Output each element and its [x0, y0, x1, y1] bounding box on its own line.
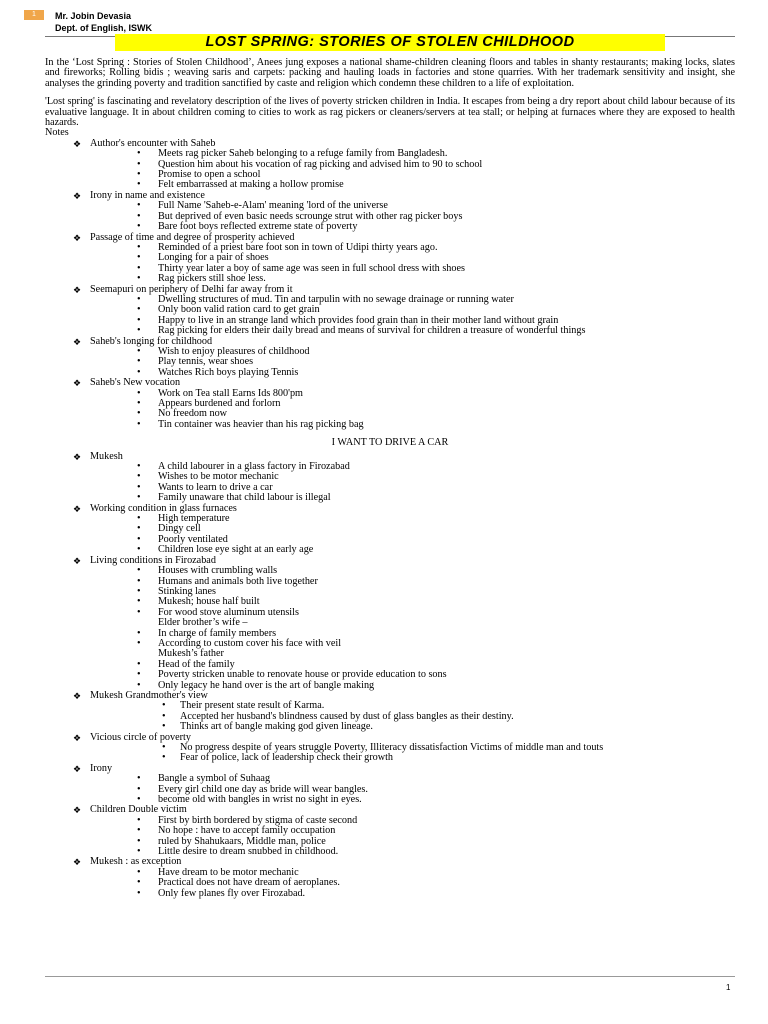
footer-divider: [45, 976, 735, 977]
topic-item: [45, 233, 735, 285]
bullet-point: • No progress despite of years struggle Poverty, Illiteracy dissatisfaction Victims of middle man and touts: [90, 743, 735, 753]
bullet-point: • Children lose eye sight at an early age: [90, 545, 735, 555]
bullet-point: • Bare foot boys reflected extreme state of poverty: [90, 222, 735, 232]
topic-item: [45, 556, 735, 691]
bullet-point: • Question him about his vocation of rag picking and advised him to 90 to school: [90, 160, 735, 170]
topic-item: [45, 191, 735, 233]
document-body: [45, 58, 735, 899]
document-header: [55, 10, 152, 34]
bullet-point: • Meets rag picker Saheb belonging to a refuge family from Bangladesh.: [90, 149, 735, 159]
bullet-point: • No hope : have to accept family occupation: [90, 826, 735, 836]
bullet-point: • A child labourer in a glass factory in Firozabad: [90, 462, 735, 472]
topic-item: [45, 805, 735, 857]
topic-item: [45, 764, 735, 806]
topic-heading: ❖ Working condition in glass furnaces: [90, 502, 237, 514]
bullet-point: • Their present state result of Karma.: [90, 701, 735, 711]
bullet-point: • Full Name 'Saheb-e-Alam' meaning 'lord of the universe: [90, 201, 735, 211]
point-list: [90, 868, 735, 899]
notes-label: Notes: [45, 127, 69, 139]
bullet-point: • In charge of family members: [90, 629, 735, 639]
bullet-point: • Rag picking for elders their daily bread and means of survival for children a treasure of wonderful things: [90, 326, 735, 336]
bullet-point: • Tin container was heavier than his rag picking bag: [90, 420, 735, 430]
topic-heading: ❖ Saheb's longing for childhood: [90, 335, 213, 347]
bullet-point: • First by birth bordered by stigma of caste second: [90, 816, 735, 826]
point-list: [90, 816, 735, 858]
topic-heading: ❖ Passage of time and degree of prosperity achieved: [90, 231, 295, 243]
bullet-point: • No freedom now: [90, 409, 735, 419]
topic-item: [45, 504, 735, 556]
bullet-point: • Bangle a symbol of Suhaag: [90, 774, 735, 784]
bullet-point: • According to custom cover his face with veil: [90, 639, 735, 649]
bullet-point: • Promise to open a school: [90, 170, 735, 180]
point-list: [90, 774, 735, 805]
bullet-point: Elder brother’s wife –: [158, 617, 248, 629]
bullet-point: • ruled by Shahukaars, Middle man, police: [90, 837, 735, 847]
bullet-point: • Dingy cell: [90, 524, 735, 534]
bullet-point: • Thirty year later a boy of same age was seen in full school dress with shoes: [90, 264, 735, 274]
bullet-point: • For wood stove aluminum utensils: [90, 608, 735, 618]
topic-item: [45, 285, 735, 337]
bullet-point: • Watches Rich boys playing Tennis: [90, 368, 735, 378]
notes-section-mukesh: [45, 452, 735, 899]
topic-item: [45, 691, 735, 733]
topic-heading: ❖ Children Double victim: [90, 804, 187, 816]
page-number: 1: [726, 983, 731, 992]
point-list: [90, 201, 735, 232]
point-list: [90, 149, 735, 191]
point-list: [90, 743, 735, 764]
topic-item: [45, 337, 735, 379]
topic-heading: ❖ Living conditions in Firozabad: [90, 554, 216, 566]
bullet-point: • Wants to learn to drive a car: [90, 483, 735, 493]
point-list: [90, 243, 735, 285]
bullet-point: • Only legacy he hand over is the art of bangle making: [90, 681, 735, 691]
point-list: [90, 462, 735, 504]
bullet-point: • Every girl child one day as bride will wear bangles.: [90, 785, 735, 795]
intro-paragraph: 'Lost spring' is fascinating and revelatory description of the lives of poverty stricken children in India. It escapes from being a dry report about child labour because of its evaluative language. It in about children coming to cities to work as rag pickers or cleaners/servers at tea stall; or helping at furnaces where they are exposed to health hazards.: [45, 96, 735, 129]
intro-paragraph: In the ‘Lost Spring : Stories of Stolen Childhood’, Anees jung exposes a national shame-children cleaning floors and tables in shanty restaurants; making locks, slates and fireworks; Rolling bidis ; weaving saris and carpets: packing and hauling loads in factories and stone quarries. With her trademark sensitivity and insight, she analyses the grinding poverty and tradition sanctified by caste and religion which condemn these children to a life of exploitation.: [45, 57, 735, 89]
bullet-point: • Practical does not have dream of aeroplanes.: [90, 878, 735, 888]
topic-heading: ❖ Saheb's New vocation: [90, 377, 181, 389]
department-name: Dept. of English, ISWK: [55, 23, 152, 33]
bullet-point: • Rag pickers still shoe less.: [90, 274, 735, 284]
bullet-point: • Happy to live in an strange land which provides food grain than in their mother land without grain: [90, 316, 735, 326]
point-list: [90, 295, 735, 337]
bullet-point: • Head of the family: [90, 660, 735, 670]
topic-item: [45, 378, 735, 430]
author-name: Mr. Jobin Devasia: [55, 11, 132, 21]
bullet-point: • Family unaware that child labour is illegal: [90, 493, 735, 503]
bullet-point: • Play tennis, wear shoes: [90, 357, 735, 367]
bullet-point: • But deprived of even basic needs scrounge strut with other rag picker boys: [90, 212, 735, 222]
point-list: [90, 514, 735, 556]
bullet-point: • Felt embarrassed at making a hollow promise: [90, 180, 735, 190]
bullet-point: • Only boon valid ration card to get grain: [90, 305, 735, 315]
bullet-point: • Work on Tea stall Earns Ids 800'pm: [90, 389, 735, 399]
bullet-point: • Thinks art of bangle making god given lineage.: [90, 722, 735, 732]
bullet-point: • Poverty stricken unable to renovate house or provide education to sons: [90, 670, 735, 680]
topic-heading: ❖ Author's encounter with Saheb: [90, 137, 216, 149]
topic-item: [45, 733, 735, 764]
page-title: LOST SPRING: STORIES OF STOLEN CHILDHOOD: [115, 34, 665, 51]
bullet-point: • Dwelling structures of mud. Tin and tarpulin with no sewage drainage or running water: [90, 295, 735, 305]
bullet-point: • High temperature: [90, 514, 735, 524]
point-list: [90, 566, 735, 691]
bullet-point: Mukesh’s father: [158, 648, 224, 660]
bullet-point: • Longing for a pair of shoes: [90, 253, 735, 263]
topic-heading: ❖ Mukesh: [90, 450, 123, 462]
topic-heading: ❖ Irony: [90, 762, 113, 774]
bullet-point: • Reminded of a priest bare foot son in town of Udipi thirty years ago.: [90, 243, 735, 253]
bullet-point: • Wishes to be motor mechanic: [90, 472, 735, 482]
page-number-tab: 1: [24, 10, 44, 20]
topic-heading: ❖ Seemapuri on periphery of Delhi far away from it: [90, 283, 293, 295]
topic-item: [45, 139, 735, 191]
topic-heading: ❖ Mukesh Grandmother's view: [90, 689, 208, 701]
point-list: [90, 389, 735, 431]
bullet-point: • Accepted her husband's blindness caused by dust of glass bangles as their destiny.: [90, 712, 735, 722]
bullet-point: • Little desire to dream snubbed in childhood.: [90, 847, 735, 857]
topic-heading: ❖ Irony in name and existence: [90, 189, 205, 201]
notes-section-saheb: [45, 139, 735, 430]
bullet-point: • Have dream to be motor mechanic: [90, 868, 735, 878]
topic-heading: ❖ Mukesh : as exception: [90, 856, 182, 868]
bullet-point: • Fear of police, lack of leadership check their growth: [90, 753, 735, 763]
topic-item: [45, 452, 735, 504]
bullet-point: • Houses with crumbling walls: [90, 566, 735, 576]
section-heading: I WANT TO DRIVE A CAR: [331, 437, 449, 449]
bullet-point: • Only few planes fly over Firozabad.: [90, 889, 735, 899]
bullet-point: • Wish to enjoy pleasures of childhood: [90, 347, 735, 357]
bullet-point: • Humans and animals both live together: [90, 577, 735, 587]
bullet-point: • Stinking lanes: [90, 587, 735, 597]
bullet-point: • Mukesh; house half built: [90, 597, 735, 607]
bullet-point: • Poorly ventilated: [90, 535, 735, 545]
point-list: [90, 701, 735, 732]
bullet-point: • become old with bangles in wrist no sight in eyes.: [90, 795, 735, 805]
topic-heading: ❖ Vicious circle of poverty: [90, 731, 191, 743]
bullet-point: • Appears burdened and forlorn: [90, 399, 735, 409]
point-list: [90, 347, 735, 378]
topic-item: [45, 857, 735, 899]
